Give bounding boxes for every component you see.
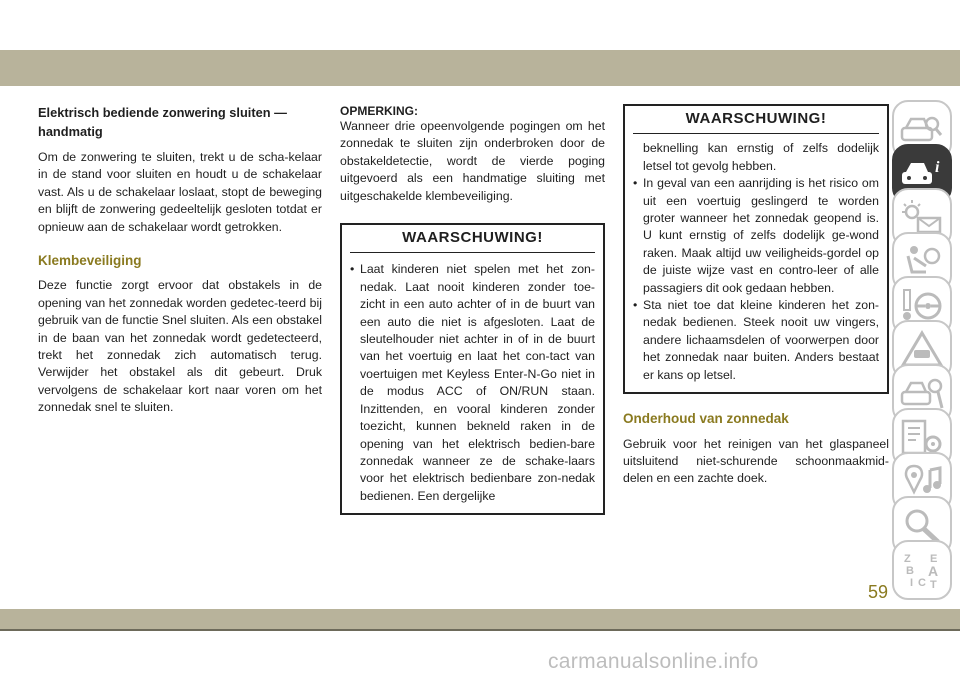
paragraph: Om de zonwering te sluiten, trekt u de scha-kelaar in de stand voor sluiten en houdt u de schakelaar vast. Als u de schakelaar loslaat, stopt de beweging en blijft de zonwering gedeeltelijk gesloten totdat er opnieuw aan de schakelaar wordt getrokken.	[38, 150, 322, 234]
note-title: OPMERKING:	[340, 104, 418, 118]
svg-text:A: A	[928, 563, 939, 579]
svg-text:i: i	[935, 159, 940, 176]
svg-text:Z: Z	[904, 553, 911, 565]
warning-box	[340, 223, 605, 515]
warning-bullet: • In geval van een aanrijding is het risico om uit een voertuig geslingerd te worden groter wanneer het zonnedak geopend is. U kunt ernstig of zelfs dodelijk ge-wond raken. Maak altijd uw veiligheids-gordel op de juiste wijze vast en contro-leer of alle passagiers dit ook gedaan hebben.	[633, 175, 879, 297]
bullet-icon: •	[633, 176, 638, 191]
warning-title: WAARSCHUWING!	[350, 225, 595, 253]
warning-title: WAARSCHUWING!	[633, 106, 879, 134]
svg-text:T: T	[930, 579, 937, 590]
bullet-icon: •	[350, 262, 355, 277]
page-number: 59	[868, 582, 889, 602]
warning-continued-text: beknelling kan ernstig of zelfs dodelijk letsel tot gevolg hebben.	[643, 141, 879, 173]
column-middle	[340, 104, 605, 515]
footer-line	[0, 629, 960, 631]
bullet-icon: •	[633, 298, 638, 313]
footer-band	[0, 609, 960, 629]
header-band	[0, 50, 960, 86]
svg-text:C: C	[918, 577, 926, 589]
subheading-klembeveiliging: Klembeveiliging	[38, 253, 142, 269]
svg-text:E: E	[930, 553, 938, 565]
column-left	[38, 104, 322, 417]
warning-bullet: • Sta niet toe dat kleine kinderen het zon-nedak bedienen. Steek nooit uw vingers, andere lichaamsdelen of voorwerpen door het zonnedak naar buiten. Anders bestaat er kans op letsel.	[633, 297, 879, 384]
warning-box-continued	[623, 104, 889, 394]
section-heading: Elektrisch bediende zonwering sluiten — handmatig	[38, 105, 287, 139]
column-right	[623, 104, 889, 488]
warning-bullet: • Laat kinderen niet spelen met het zon-nedak. Laat nooit kinderen zonder toe-zicht in een auto achter of in de buurt van een auto die niet is afgesloten. Laat de sleutelhouder niet achter in of in de buurt van het voertuig en laat het con-tact van voertuigen met Keyless Enter-N-Go niet in de modus ACC of ON/RUN staan. Inzittenden, en vooral kinderen zonder toezicht, kunnen bekneld raken in de opening van het elektrisch bedien-bare zonnedak wanneer ze de schake-laars voor het elektrisch bedienbare zon-nedak bedienen. Een dergelijke	[350, 261, 595, 505]
note-text: Wanneer drie opeenvolgende pogingen om het zonnedak te sluiten zijn onderbroken door de obstakeldetectie, wordt de vierde poging uitgevoerd als een handmatige sluiting met uitgeschakelde klembeveiliging.	[340, 119, 605, 203]
svg-text:I: I	[910, 577, 914, 589]
paragraph: Deze functie zorgt ervoor dat obstakels in de opening van het zonnedak worden gedetec-teerd bij gebruik van de functie Snel sluiten. Als een obstakel in de baan van het zonnedak wordt gedetecteerd, trekt het zonnedak zich automatisch terug. Verwijder het obstakel als dit gebeurt. Druk vervolgens de schakelaar kort naar voren om het zonnedak snel te sluiten.	[38, 278, 322, 415]
alphabet-index-icon[interactable]	[892, 540, 952, 600]
paragraph: Gebruik voor het reinigen van het glaspaneel uitsluitend niet-schurende schoonmaakmid-delen en een zachte doek.	[623, 436, 889, 486]
watermark: carmanualsonline.info	[548, 650, 759, 673]
subheading-onderhoud: Onderhoud van zonnedak	[623, 411, 789, 427]
svg-text:B: B	[906, 565, 914, 577]
